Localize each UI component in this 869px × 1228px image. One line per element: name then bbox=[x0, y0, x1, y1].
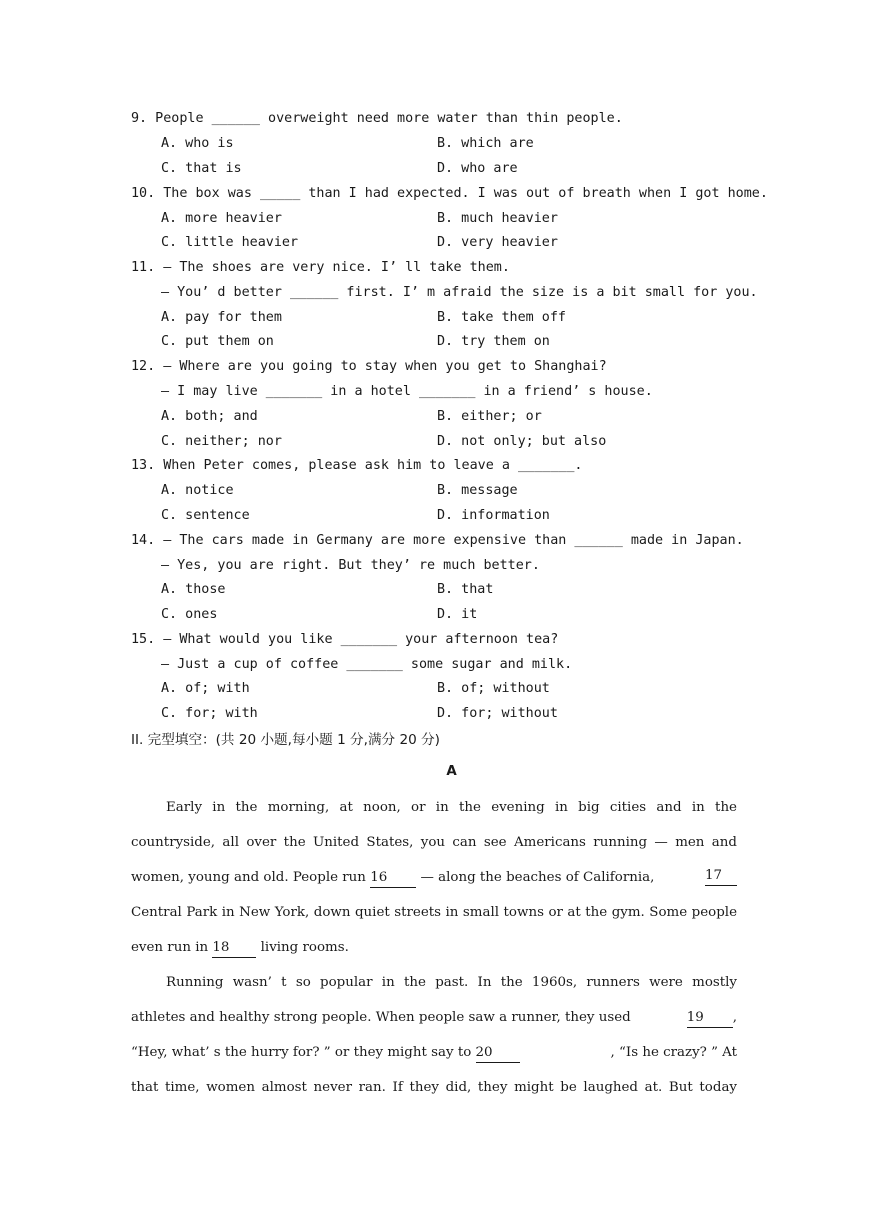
blank-18[interactable]: 18 bbox=[212, 939, 256, 958]
question-10-stem: 10. The box was _____ than I had expected. I was out of breath when I got home. bbox=[131, 186, 768, 201]
passage-line-6: Running wasn’ t so popular in the past. In the 1960s, runners were mostly bbox=[166, 975, 737, 990]
question-9-option-a: A. who is bbox=[161, 136, 234, 151]
blank-17[interactable]: 17 bbox=[705, 867, 737, 886]
blank-16[interactable]: 16 bbox=[370, 869, 416, 888]
question-9-option-d: D. who are bbox=[437, 161, 518, 176]
blank-19[interactable]: 19 bbox=[687, 1009, 733, 1028]
question-14-stem: 14. — The cars made in Germany are more expensive than ______ made in Japan. bbox=[131, 533, 744, 548]
question-14-option-b: B. that bbox=[437, 582, 494, 597]
passage-heading: A bbox=[446, 764, 457, 779]
question-13-option-a: A. notice bbox=[161, 483, 234, 498]
question-9-option-c: C. that is bbox=[161, 161, 242, 176]
passage-line-2: countryside, all over the United States, you can see Americans running — men and bbox=[131, 835, 737, 850]
question-12-reply: — I may live _______ in a hotel _______ in a friend’ s house. bbox=[161, 384, 653, 399]
question-12-option-a: A. both; and bbox=[161, 409, 258, 424]
passage-line-8-end: , “Is he crazy? ” At bbox=[610, 1045, 737, 1060]
question-12-option-b: B. either; or bbox=[437, 409, 542, 424]
passage-line-3-start: women, young and old. People run bbox=[131, 870, 366, 885]
question-12-option-d: D. not only; but also bbox=[437, 434, 607, 449]
passage-line-7-tail bbox=[687, 1007, 737, 1029]
blank-20[interactable]: 20 bbox=[476, 1044, 520, 1063]
passage-line-3 bbox=[131, 867, 737, 889]
question-14-option-a: A. those bbox=[161, 582, 226, 597]
passage-line-5-end: living rooms. bbox=[260, 940, 349, 955]
section-title: II. 完型填空：(共 20 小题,每小题 1 分,满分 20 分) bbox=[131, 732, 440, 748]
passage-line-5-start: even run in bbox=[131, 940, 209, 955]
passage-line-8-start: “Hey, what’ s the hurry for? ” or they might say to bbox=[131, 1045, 472, 1060]
question-10-option-b: B. much heavier bbox=[437, 211, 558, 226]
question-11-option-a: A. pay for them bbox=[161, 310, 282, 325]
question-11-option-c: C. put them on bbox=[161, 334, 274, 349]
question-9-stem: 9. People ______ overweight need more water than thin people. bbox=[131, 111, 623, 126]
passage-line-4: Central Park in New York, down quiet streets in small towns or at the gym. Some people bbox=[131, 905, 737, 920]
passage-line-7 bbox=[131, 1007, 737, 1029]
passage-line-7-start: athletes and healthy strong people. When people saw a runner, they used bbox=[131, 1010, 631, 1025]
passage-line-7-comma: , bbox=[732, 1010, 737, 1025]
question-11-stem: 11. — The shoes are very nice. I’ ll take them. bbox=[131, 260, 510, 275]
question-13-option-b: B. message bbox=[437, 483, 518, 498]
question-12-stem: 12. — Where are you going to stay when you get to Shanghai? bbox=[131, 359, 607, 374]
question-15-option-a: A. of; with bbox=[161, 681, 250, 696]
question-15-option-b: B. of; without bbox=[437, 681, 550, 696]
question-12-option-c: C. neither; nor bbox=[161, 434, 282, 449]
question-9-option-b: B. which are bbox=[437, 136, 534, 151]
question-13-stem: 13. When Peter comes, please ask him to leave a _______. bbox=[131, 458, 583, 473]
passage-line-9: that time, women almost never ran. If they did, they might be laughed at. But today bbox=[131, 1080, 737, 1095]
question-14-reply: — Yes, you are right. But they’ re much better. bbox=[161, 558, 540, 573]
question-14-option-d: D. it bbox=[437, 607, 478, 622]
question-11-option-d: D. try them on bbox=[437, 334, 550, 349]
question-15-reply: — Just a cup of coffee _______ some sugar and milk. bbox=[161, 657, 573, 672]
question-11-option-b: B. take them off bbox=[437, 310, 566, 325]
passage-line-1: Early in the morning, at noon, or in the evening in big cities and in the bbox=[166, 800, 737, 815]
question-13-option-c: C. sentence bbox=[161, 508, 250, 523]
question-15-stem: 15. — What would you like _______ your afternoon tea? bbox=[131, 632, 559, 647]
question-10-option-a: A. more heavier bbox=[161, 211, 282, 226]
passage-line-5 bbox=[131, 937, 737, 959]
question-14-option-c: C. ones bbox=[161, 607, 218, 622]
question-13-option-d: D. information bbox=[437, 508, 550, 523]
question-10-option-c: C. little heavier bbox=[161, 235, 299, 250]
question-15-option-c: C. for; with bbox=[161, 706, 258, 721]
question-15-option-d: D. for; without bbox=[437, 706, 558, 721]
passage-line-3-middle: — along the beaches of California, bbox=[420, 870, 655, 885]
question-10-option-d: D. very heavier bbox=[437, 235, 558, 250]
passage-line-8 bbox=[131, 1042, 737, 1064]
question-11-reply: — You’ d better ______ first. I’ m afraid the size is a bit small for you. bbox=[161, 285, 758, 300]
